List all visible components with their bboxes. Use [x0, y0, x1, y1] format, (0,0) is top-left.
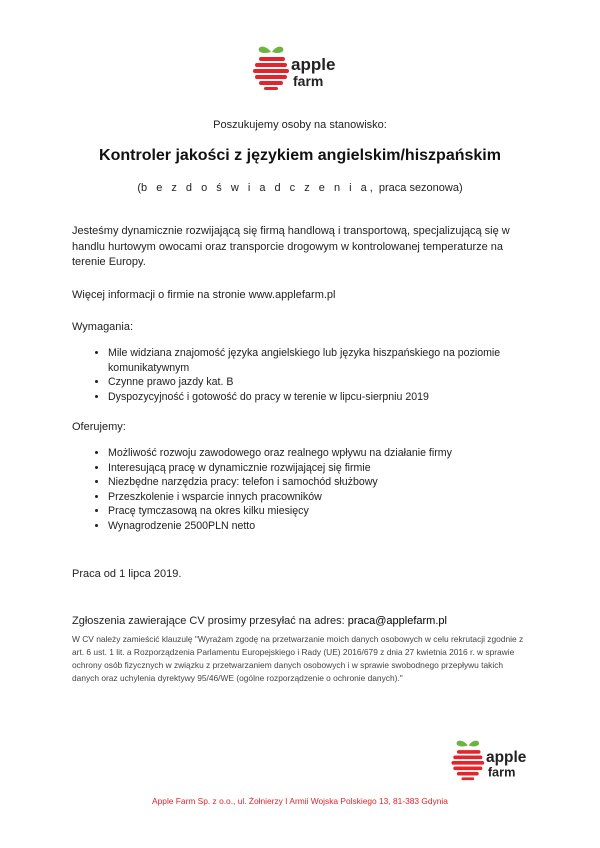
job-note: (b e z d o ś w i a d c z e n i a, praca sezonowa) [137, 182, 463, 194]
job-title: Kontroler jakości z językiem angielskim/hiszpańskim [99, 147, 501, 164]
list-item: • Interesującą pracę w dynamicznie rozwijającej się firmie [108, 461, 558, 476]
company-intro: Jesteśmy dynamicznie rozwijającą się firmą handlową i transportową, specjalizującą się w handlu hurtowym owocami oraz transporcie drogowym w kontrolowanej temperaturze na terenie Europy. [72, 225, 510, 268]
logo-line-2: farm [487, 764, 516, 780]
list-item: • Mile widziana znajomość języka angielskiego lub języka hiszpańskiego na poziomie komunikatywnym [108, 346, 558, 375]
start-date: Praca od 1 lipca 2019. [72, 568, 182, 580]
email-link[interactable]: praca@applefarm.pl [347, 615, 447, 627]
logo-line-1: apple [291, 55, 336, 74]
gdpr-clause: W CV należy zamieścić klauzulę "Wyrażam zgodę na przetwarzanie moich danych osobowych w celu rekrutacji zgodnie z art. 6 ust. 1 lit. a Rozporządzenia Parlamentu Europejskiego i Rady (UE) 2016/679 z dnia 27 kwietnia 2016 r. w sprawie ochrony osób fizycznych w związku z przetwarzaniem danych osobowych i w sprawie swobodnego przepływu takich danych oraz uchylenia dyrektywy 95/46/WE (ogólne rozporządzenie o ochronie danych)." [72, 634, 524, 683]
list-item: • Pracę tymczasową na okres kilku miesięcy [108, 504, 558, 519]
list-item: • Przeszkolenie i wsparcie innych pracowników [108, 490, 558, 505]
apple-farm-logo-footer [446, 736, 546, 786]
list-item: • Wynagrodzenie 2500PLN netto [108, 519, 558, 534]
logo-line-2: farm [293, 73, 324, 89]
footer-address: Apple Farm Sp. z o.o., ul. Żołnierzy I Armii Wojska Polskiego 13, 81-383 Gdynia [152, 796, 448, 806]
list-item: • Niezbędne narzędzia pracy: telefon i samochód służbowy [108, 475, 558, 490]
logo-line-1: apple [486, 748, 527, 766]
requirements-heading: Wymagania: [72, 321, 134, 333]
subtitle: Poszukujemy osoby na stanowisko: [213, 119, 387, 131]
list-item: • Dyspozycyjność i gotowość do pracy w terenie w lipcu-sierpniu 2019 [108, 390, 558, 405]
apply-instructions: Zgłoszenia zawierające CV prosimy przesyłać na adres: praca@applefarm.pl [72, 615, 447, 627]
requirements-list [72, 346, 558, 404]
apple-farm-logo [247, 42, 357, 96]
list-item: • Czynne prawo jazdy kat. B [108, 375, 558, 390]
list-item: • Możliwość rozwoju zawodowego oraz realnego wpływu na działanie firmy [108, 446, 558, 461]
offer-list [72, 446, 558, 533]
more-info: Więcej informacji o firmie na stronie www.applefarm.pl [72, 289, 336, 301]
offer-heading: Oferujemy: [72, 421, 126, 433]
